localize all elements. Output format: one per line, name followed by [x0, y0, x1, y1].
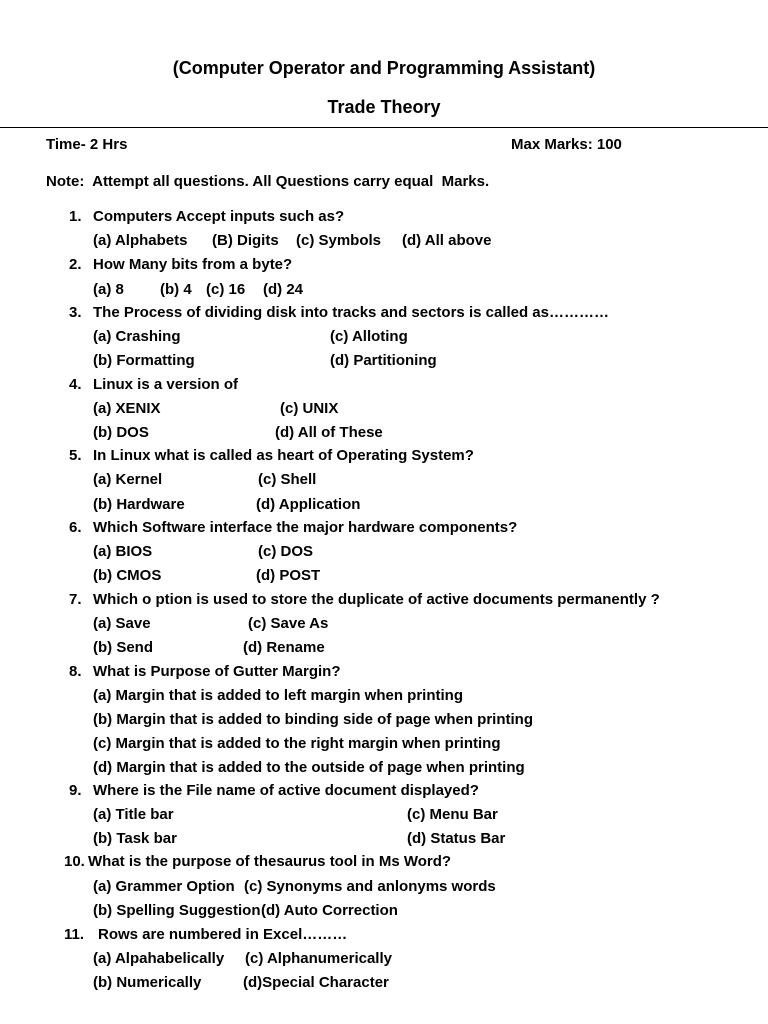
option-d: (d) POST — [256, 567, 321, 584]
option-d: (d) Status Bar — [407, 830, 506, 847]
question-text: What is Purpose of Gutter Margin? — [93, 663, 341, 680]
question-text: Which Software interface the major hardware components? — [93, 519, 518, 536]
question-text: Where is the File name of active document displayed? — [93, 782, 479, 799]
option-d: (d) All above — [402, 232, 492, 249]
option-c: (c) Shell — [258, 471, 317, 488]
option-b: (b) DOS — [93, 424, 149, 441]
header-divider — [0, 127, 768, 128]
option-d: (d) Partitioning — [330, 352, 437, 369]
question-number: 1. — [69, 208, 82, 225]
question-text: How Many bits from a byte? — [93, 256, 293, 273]
option-b: (b) Hardware — [93, 496, 185, 513]
option-c: (c) 16 — [206, 281, 246, 298]
option-b: (B) Digits — [212, 232, 279, 249]
exam-title: (Computer Operator and Programming Assistant) — [172, 58, 596, 78]
option-a: (a) Kernel — [93, 471, 163, 488]
option-a: (a) Grammer Option — [93, 878, 235, 895]
option-b: (b) Numerically — [93, 974, 202, 991]
question-number: 10. — [64, 853, 85, 870]
question-number: 6. — [69, 519, 82, 536]
question-number: 2. — [69, 256, 82, 273]
option-a: (a) XENIX — [93, 400, 161, 417]
option-b: (b) CMOS — [93, 567, 162, 584]
question-number: 11. — [64, 926, 85, 943]
option-d: (d) Application — [256, 496, 361, 513]
option-c: (c) UNIX — [280, 400, 339, 417]
option-b: (b) Send — [93, 639, 153, 656]
option-d: (d) Margin that is added to the outside of page when printing — [93, 759, 525, 776]
question-number: 3. — [69, 304, 82, 321]
option-c: (c) Alphanumerically — [245, 950, 392, 967]
option-d: (d) All of These — [275, 424, 383, 441]
option-c: (c) DOS — [258, 543, 314, 560]
option-a: (a) BIOS — [93, 543, 153, 560]
question-text: Rows are numbered in Excel……… — [98, 926, 348, 943]
option-a: (a) Alphabets — [93, 232, 188, 249]
question-number: 7. — [69, 591, 82, 608]
option-d: (d) Rename — [243, 639, 325, 656]
question-text: The Process of dividing disk into tracks and sectors is called as………… — [93, 304, 609, 321]
option-b: (b) Margin that is added to binding side of page when printing — [93, 711, 533, 728]
option-b: (b) 4 — [160, 281, 192, 298]
option-a: (a) Alpahabelically — [93, 950, 225, 967]
time-label: Time- 2 Hrs — [46, 136, 128, 153]
question-text: Linux is a version of — [93, 376, 239, 393]
question-text: In Linux what is called as heart of Operating System? — [93, 447, 474, 464]
option-c: (c) Synonyms and anlonyms words — [244, 878, 496, 895]
option-d: (d) Auto Correction — [261, 902, 398, 919]
option-b: (b) Spelling Suggestion — [93, 902, 261, 919]
note-text: Note: Attempt all questions. All Questions carry equal Marks. — [46, 173, 490, 190]
question-text: Which o ption is used to store the duplicate of active documents permanently ? — [93, 591, 660, 608]
option-c: (c) Margin that is added to the right margin when printing — [93, 735, 501, 752]
option-a: (a) Title bar — [93, 806, 174, 823]
question-text: Computers Accept inputs such as? — [93, 208, 345, 225]
option-c: (c) Symbols — [296, 232, 382, 249]
option-d: (d)Special Character — [243, 974, 389, 991]
option-c: (c) Save As — [248, 615, 329, 632]
option-a: (a) Crashing — [93, 328, 181, 345]
option-d: (d) 24 — [263, 281, 304, 298]
question-number: 9. — [69, 782, 82, 799]
option-b: (b) Formatting — [93, 352, 195, 369]
option-a: (a) Save — [93, 615, 151, 632]
option-a: (a) Margin that is added to left margin when printing — [93, 687, 464, 704]
question-number: 4. — [69, 376, 82, 393]
question-text: What is the purpose of thesaurus tool in Ms Word? — [88, 853, 452, 870]
option-c: (c) Menu Bar — [407, 806, 498, 823]
option-b: (b) Task bar — [93, 830, 177, 847]
max-marks-label: Max Marks: 100 — [511, 136, 622, 153]
question-number: 8. — [69, 663, 82, 680]
question-number: 5. — [69, 447, 82, 464]
exam-subtitle: Trade Theory — [327, 97, 441, 117]
option-a: (a) 8 — [93, 281, 124, 298]
option-c: (c) Alloting — [330, 328, 408, 345]
